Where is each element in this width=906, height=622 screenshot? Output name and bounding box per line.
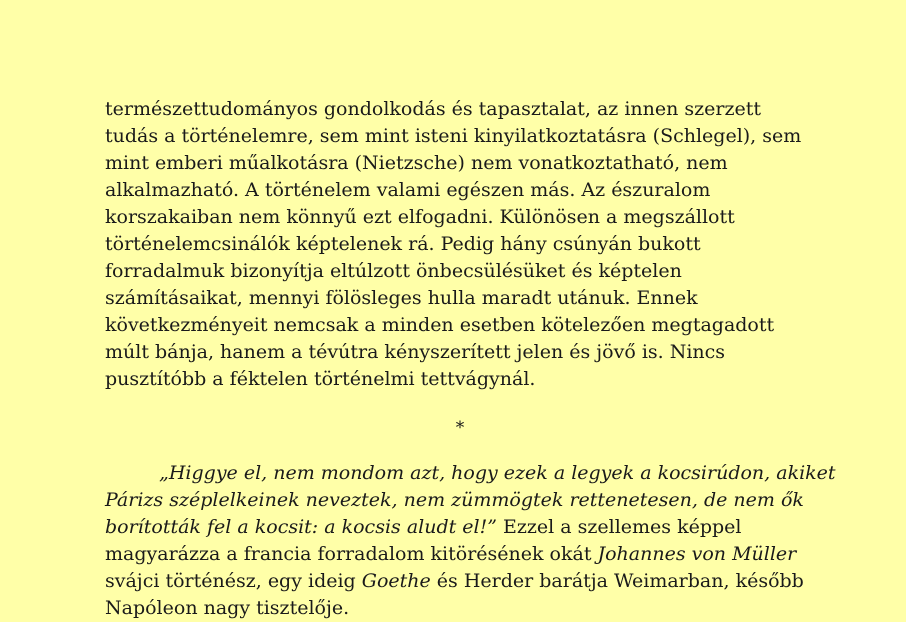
text-line: történelemcsinálók képtelenek rá. Pedig hány csúnyán bukott — [105, 233, 701, 255]
text-line — [105, 514, 795, 541]
text-line: múlt bánja, hanem a tévútra kényszerített jelen és jövő is. Nincs — [105, 341, 726, 363]
text-line: tudás a történelemre, sem mint isteni kinyilatkoztatásra (Schlegel), sem — [105, 125, 802, 147]
quotation-text: „Higgye el, nem mondom azt, hogy ezek a legyek a kocsirúdon, akiket — [159, 462, 836, 484]
person-name: Goethe — [361, 570, 431, 592]
text-line: következményeit nemcsak a minden esetben kötelezően megtagadott — [105, 314, 775, 336]
text-line: természettudományos gondolkodás és tapasztalat, az innen szerzett — [105, 98, 762, 120]
text-line: Napóleon nagy tisztelője. — [105, 597, 350, 619]
person-name: Johannes von Müller — [597, 543, 797, 565]
text-line: korszakaiban nem könnyű ezt elfogadni. Különösen a megszállott — [105, 206, 735, 228]
text-line: számításaikat, mennyi fölösleges hulla maradt utánuk. Ennek — [105, 287, 698, 309]
quotation-text: borították fel a kocsit: a kocsis aludt el!” — [105, 516, 497, 538]
document-page — [105, 96, 836, 622]
section-separator: * — [455, 418, 465, 438]
text-line: pusztítóbb a féktelen történelmi tettvágynál. — [105, 368, 536, 390]
text-line — [105, 568, 804, 595]
text-line: forradalmuk bizonyítja eltúlzott önbecsülésüket és képtelen — [105, 260, 682, 282]
body-text: Ezzel a szellemes képpel — [496, 516, 742, 538]
text-line — [105, 460, 836, 487]
paragraph-1 — [105, 96, 802, 393]
text-line: mint emberi műalkotásra (Nietzsche) nem vonatkoztatható, nem — [105, 152, 728, 174]
body-text: svájci történész, egy ideig — [105, 570, 362, 592]
text-line — [105, 541, 795, 568]
text-line: alkalmazható. A történelem valami egészen más. Az észuralom — [105, 179, 711, 201]
paragraph-2 — [105, 460, 836, 622]
body-text: és Herder barátja Weimarban, később — [430, 570, 804, 592]
body-text: magyarázza a francia forradalom kitörésének okát — [105, 543, 598, 565]
text-line — [105, 487, 804, 514]
quotation-text: Párizs széplelkeinek neveztek, nem zümmögtek rettenetesen, de nem ők — [105, 489, 804, 511]
